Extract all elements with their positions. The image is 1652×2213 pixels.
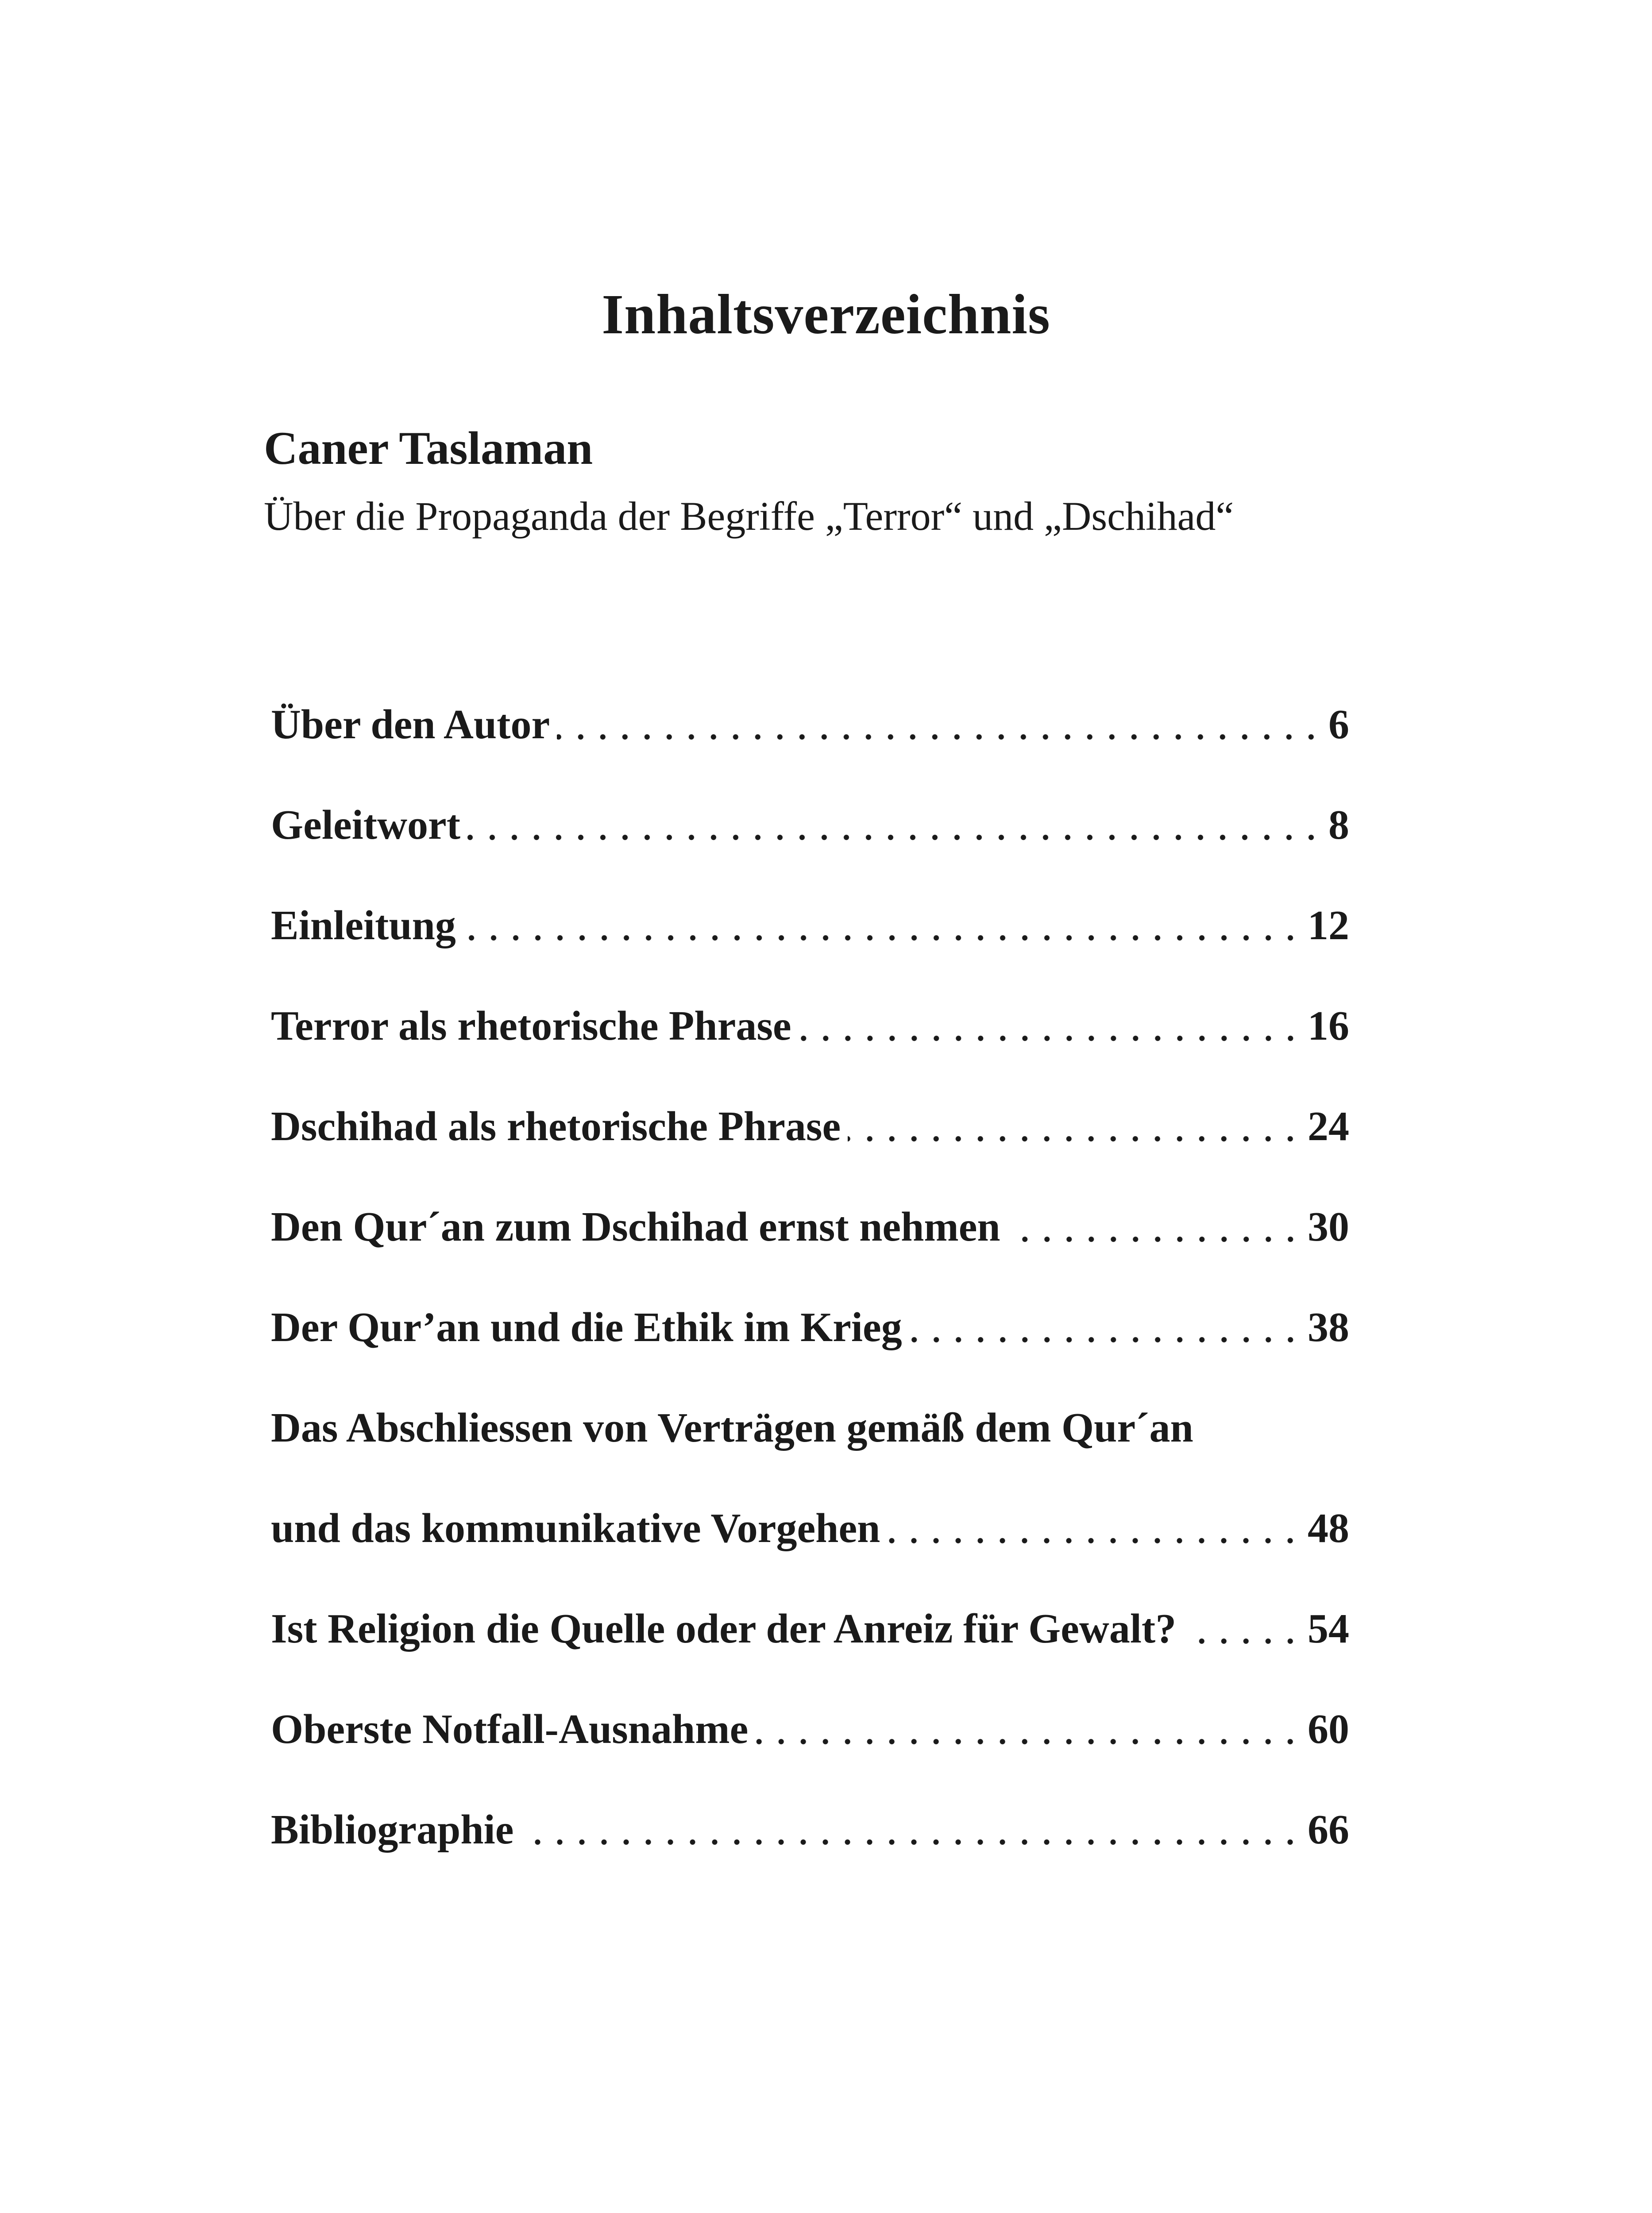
toc-entry-einleitung[interactable] — [271, 902, 1349, 1005]
author-name: Caner Taslaman — [264, 422, 593, 474]
toc-entry-geleitwort[interactable] — [271, 804, 1349, 905]
dot-leader — [463, 905, 1301, 949]
dot-leader — [1007, 1206, 1301, 1250]
toc-entry-title: Oberste Notfall-Ausnahme — [271, 1706, 749, 1752]
toc-entry-ethik-krieg[interactable] — [271, 1304, 1349, 1407]
toc-entry-page: 12 — [1308, 902, 1349, 948]
toc-entry-title: Ist Religion die Quelle oder der Anreiz für Gewalt? — [271, 1606, 1177, 1652]
dot-leader — [909, 1307, 1301, 1351]
toc-entry-title: Über den Autor — [271, 702, 550, 748]
toc-entry-title: und das kommunikative Vorgehen — [271, 1505, 880, 1551]
toc-entry-title: Das Abschliessen von Verträgen gemäß dem Qur´an — [271, 1405, 1193, 1451]
book-subtitle: Über die Propaganda der Begriffe „Terror“ und „Dschihad“ — [264, 493, 1234, 539]
toc-entry-vertraege-line2[interactable] — [271, 1507, 1349, 1608]
toc-entry-page: 48 — [1308, 1505, 1349, 1551]
toc-entry-page: 24 — [1308, 1103, 1349, 1149]
toc-entry-page: 30 — [1308, 1204, 1349, 1250]
dot-leader — [755, 1708, 1301, 1753]
toc-entry-bibliographie[interactable] — [271, 1809, 1349, 1909]
dot-leader — [848, 1106, 1301, 1150]
toc-entry-page: 6 — [1328, 702, 1349, 748]
toc-entry-title: Terror als rhetorische Phrase — [271, 1003, 791, 1049]
toc-entry-ueber-den-autor[interactable] — [271, 704, 1349, 804]
toc-entry-vertraege-line1[interactable] — [271, 1407, 1349, 1507]
toc-entry-page: 38 — [1308, 1304, 1349, 1350]
dot-leader — [521, 1809, 1301, 1853]
toc-entry-title: Geleitwort — [271, 802, 461, 848]
toc-entry-title: Bibliographie — [271, 1807, 514, 1853]
toc-entry-title: Den Qur´an zum Dschihad ernst nehmen — [271, 1204, 1000, 1250]
dot-leader — [887, 1507, 1301, 1552]
toc-entry-terror-phrase[interactable] — [271, 1005, 1349, 1106]
toc-entry-page: 60 — [1308, 1706, 1349, 1752]
toc-entry-notfall-ausnahme[interactable] — [271, 1708, 1349, 1809]
toc-entry-religion-gewalt[interactable] — [271, 1608, 1349, 1708]
toc-entry-page: 16 — [1308, 1003, 1349, 1049]
dot-leader — [467, 804, 1322, 848]
toc-entry-page: 8 — [1328, 802, 1349, 848]
toc-entry-dschihad-phrase[interactable] — [271, 1103, 1349, 1206]
toc-entry-page: 54 — [1308, 1606, 1349, 1652]
page-title: Inhaltsverzeichnis — [602, 282, 1050, 346]
dot-leader — [799, 1005, 1301, 1049]
toc-entry-title: Der Qur’an und die Ethik im Krieg — [271, 1304, 902, 1350]
dot-leader — [1183, 1608, 1301, 1652]
toc-entry-title: Einleitung — [271, 902, 456, 948]
dot-leader — [557, 704, 1322, 748]
toc-entry-quran-dschihad[interactable] — [271, 1206, 1349, 1307]
toc-entry-page: 66 — [1308, 1807, 1349, 1853]
table-of-contents — [271, 704, 1349, 1909]
toc-entry-title: Dschihad als rhetorische Phrase — [271, 1103, 841, 1149]
